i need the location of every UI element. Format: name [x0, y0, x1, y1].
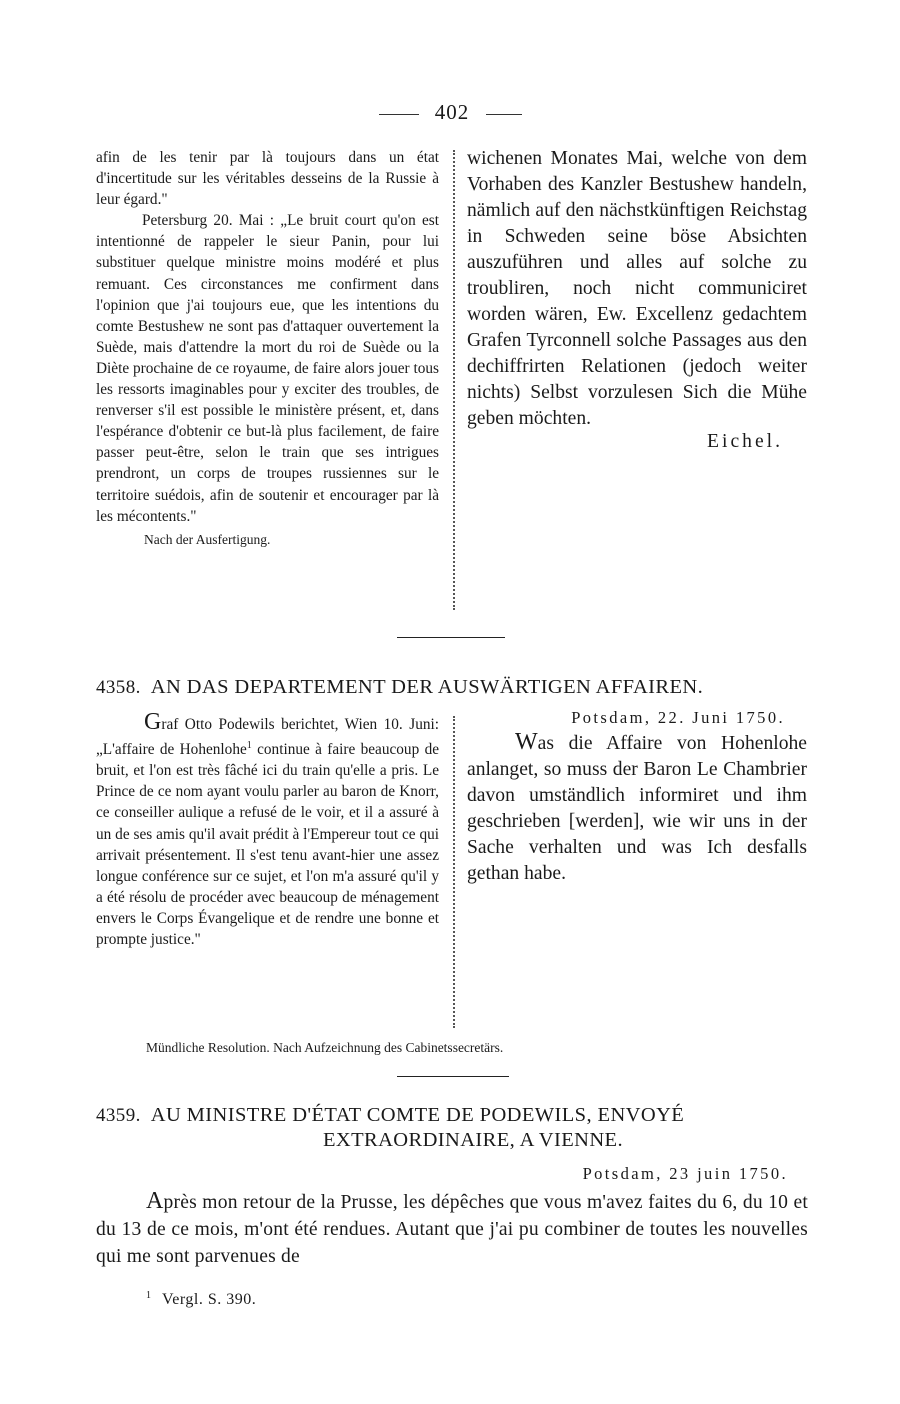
page-number: 402 [434, 100, 470, 124]
section-4358-right-paragraph [467, 729, 807, 887]
section-4358-right-text: as die Affaire von Hohenlohe anlanget, so muss der Baron Le Chambrier davon umständlich informiret und ihm geschrieben [werden], wie wir uns in der Sache verhalten und was Ich desfalls gethan habe. [467, 733, 807, 884]
section-4359-heading-line-1 [96, 1104, 684, 1127]
top-left-column [96, 147, 439, 550]
top-left-paragraph-2: Petersburg 20. Mai : „Le bruit court qu'on est intentionné de rappeler le sieur Panin, pour lui substituer quelque ministre moins modéré et plus remuant. Ces circonstances me confirment dans l'opinion que j'ai toujours eue, que les intentions du comte Bestushew ne sont pas d'attaquer ouvertement la Suède, mais d'attendre la mort du roi de Suède ou la Diète prochaine de ce royaume, de faire alors jouer tous les ressorts imaginables pour y exciter des troubles, de renverser s'il est possible le ministère présent, et, dans l'espérance d'obtenir ce but-là plus facilement, de faire passer peut-être, selon le train que ses intrigues prendront, un corps de troupes russiennes sur le territoire suédois, afin de soutenir et encourager par là les mécontents." [96, 212, 439, 525]
section-4358-left-paragraph [96, 709, 440, 950]
section-rule-1 [397, 637, 505, 638]
section-4358-heading [96, 676, 703, 699]
section-4359-paragraph [96, 1188, 808, 1270]
section-4358-column-divider [453, 716, 455, 1028]
section-4359-title-line-1: AU MINISTRE D'ÉTAT COMTE DE PODEWILS, ENVOYÉ [150, 1104, 685, 1126]
top-left-paragraph-1: afin de les tenir par là toujours dans un état d'incertitude sur les véritables desseins de la Russie à leur égard." [96, 149, 439, 209]
section-4358-left-text-2: continue à faire beaucoup de bruit, et l'on est très fâché ici du train qu'elle a pris. Le Prince de ce nom ayant voulu parler au baron de Knorr, ce conseiller aulique a refusé de le voir, et il a assuré à un de ses amis qu'il avait prédit à l'Empereur tout ce qui arrivait présentement. Il s'est tenu avant-hier une assez longue conférence sur ce sujet, et l'on m'a assuré qu'il y a été résolu de procéder avec beaucoup de ménagement envers le Corps Évangelique et de rendre une bonne et prompte justice." [96, 741, 440, 949]
section-4358-right-dropcap: W [515, 729, 538, 755]
section-4358-dateline: Potsdam, 22. Juni 1750. [571, 708, 785, 727]
section-4359-number: 4359. [96, 1105, 141, 1126]
top-column-divider [453, 150, 455, 610]
section-rule-2 [397, 1076, 509, 1077]
header-dash-left [379, 114, 419, 115]
section-4358-note: Mündliche Resolution. Nach Aufzeichnung des Cabinetssecretärs. [146, 1040, 504, 1055]
section-4359-body-text: près mon retour de la Prusse, les dépêches que vous m'avez faites du 6, du 10 et du 13 de ce mois, m'ont été rendues. Autant que j'ai pu combiner de toutes les nouvelles qui me sont parvenues de [96, 1192, 808, 1267]
signature: Eichel. [707, 431, 783, 452]
section-4358-title: AN DAS DEPARTEMENT DER AUSWÄRTIGEN AFFAIREN. [150, 676, 704, 698]
page-header [0, 100, 900, 125]
section-4359-title-line-2: EXTRAORDINAIRE, A VIENNE. [322, 1129, 624, 1151]
section-4358-left-text-1: raf Otto Podewils berichtet, Wien 10. Juni: „L'affaire de Hohenlohe [96, 716, 439, 759]
header-dash-right [486, 114, 522, 115]
section-4359-body [96, 1188, 808, 1270]
footnote-reference: 1 [246, 740, 252, 752]
section-4358-left-column [96, 709, 440, 950]
footnote [146, 1290, 256, 1309]
footnote-text: Vergl. S. 390. [162, 1291, 257, 1309]
footnote-mark: 1 [146, 1290, 152, 1301]
section-4358-right-column [467, 707, 807, 887]
top-right-text: wichenen Monates Mai, welche von dem Vorhaben des Kanzler Bestushew handeln, nämlich auf den nächstkünftigen Reichstag in Schweden seine böse Absichten auszuführen und alles auf solche zu troubliren, noch nicht communiciret worden wären, Ew. Excellenz gedachtem Grafen Tyrconnell solche Passages aus den dechiffrirten Relationen (jedoch weiter nichts) Selbst vorzulesen Sich die Mühe geben möchten. [467, 148, 807, 429]
section-4359-heading-line-2 [0, 1129, 900, 1152]
section-4359-dateline: Potsdam, 23 juin 1750. [582, 1164, 788, 1183]
section-4358-number: 4358. [96, 677, 141, 698]
section-4358-left-dropcap: G [144, 709, 162, 735]
section-4359-dropcap: A [146, 1188, 164, 1214]
top-right-column [467, 146, 807, 455]
top-left-note: Nach der Ausfertigung. [144, 531, 271, 547]
